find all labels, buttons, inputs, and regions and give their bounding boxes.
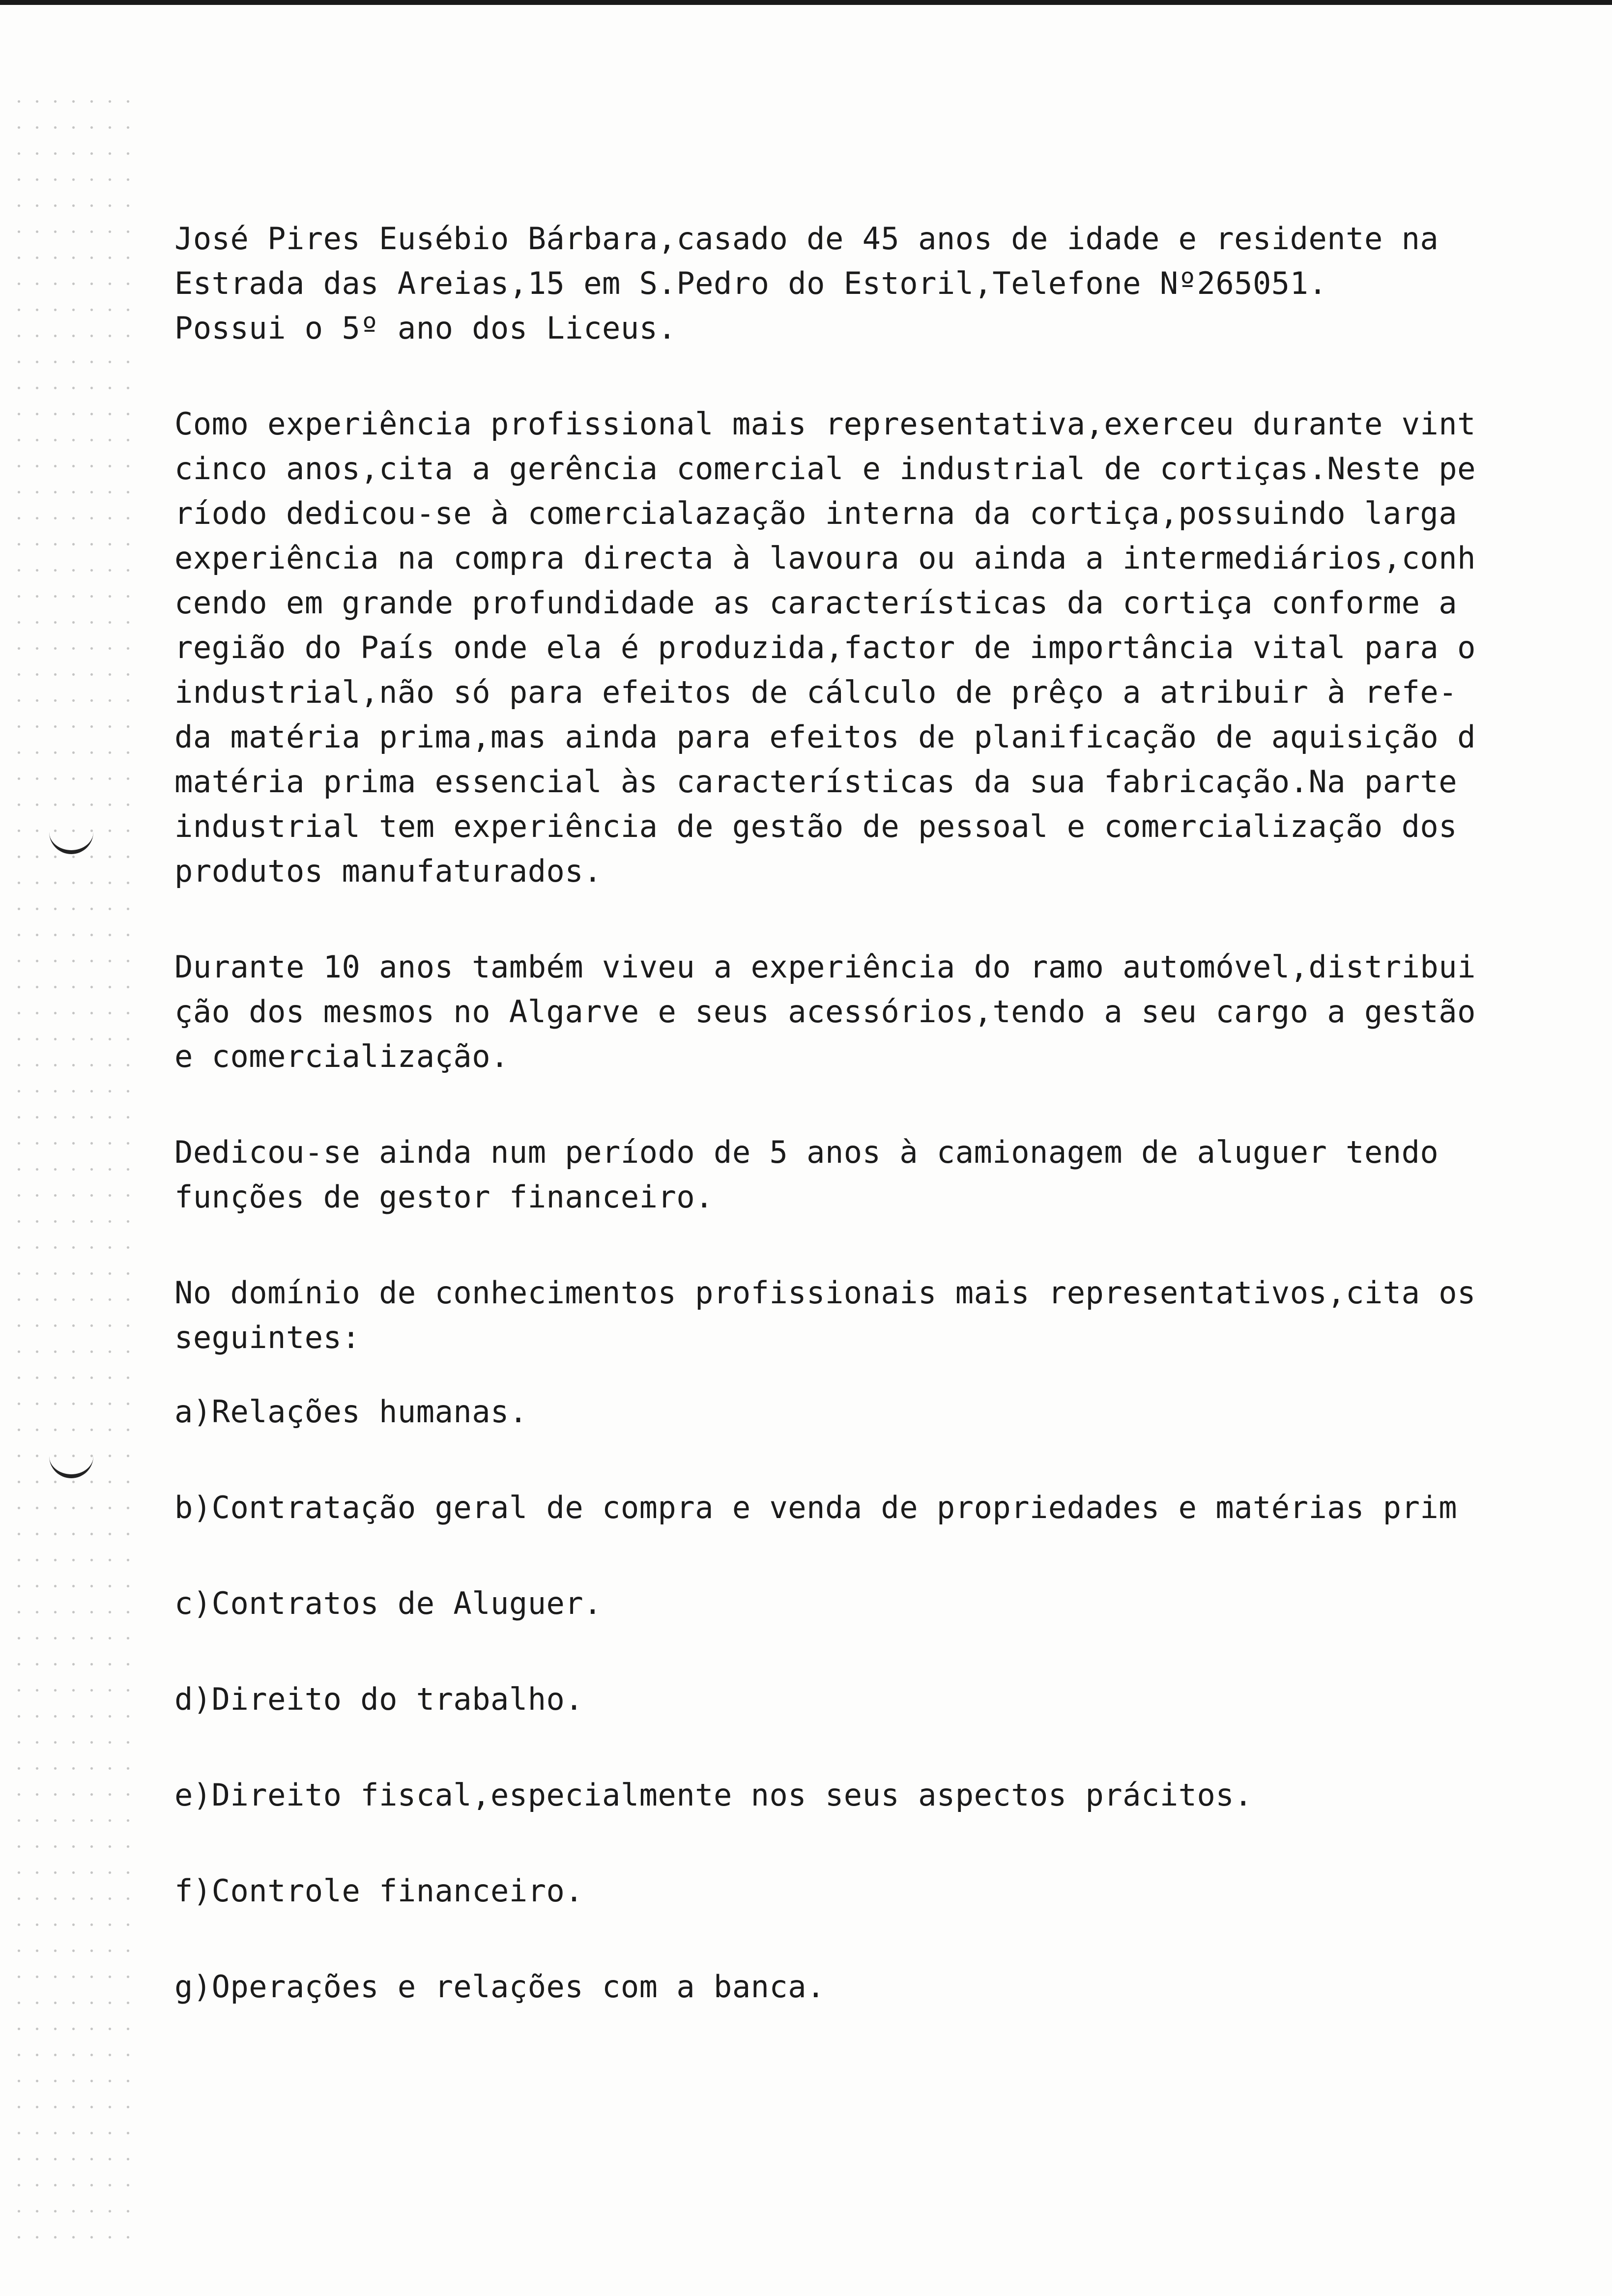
list-item: d)Direito do trabalho. bbox=[174, 1681, 584, 1717]
top-edge-rule bbox=[0, 0, 1612, 5]
list-item: f)Controle financeiro. bbox=[174, 1873, 584, 1909]
text-line: Estrada das Areias,15 em S.Pedro do Estoril,Telefone Nº265051. bbox=[174, 265, 1327, 301]
list-item: b)Contratação geral de compra e venda de propriedades e matérias prim bbox=[174, 1490, 1458, 1525]
text-line: José Pires Eusébio Bárbara,casado de 45 anos de idade e residente na bbox=[174, 221, 1439, 257]
list-item: g)Operações e relações com a banca. bbox=[174, 1969, 825, 2005]
knowledge-list bbox=[174, 1389, 1612, 2009]
experience-paragraph-automotive bbox=[174, 945, 1612, 1079]
list-item: c)Contratos de Aluguer. bbox=[174, 1585, 603, 1621]
list-item: e)Direito fiscal,especialmente nos seus aspectos prácitos. bbox=[174, 1777, 1253, 1813]
text-line: matéria prima essencial às características da sua fabricação.Na parte bbox=[174, 764, 1458, 800]
text-line: industrial,não só para efeitos de cálculo de prêço a atribuir à refe- bbox=[174, 674, 1458, 710]
text-line: experiência na compra directa à lavoura ou ainda a intermediários,conh bbox=[174, 540, 1476, 576]
list-item: a)Relações humanas. bbox=[174, 1394, 528, 1430]
text-line: industrial tem experiência de gestão de pessoal e comercialização dos bbox=[174, 808, 1458, 844]
text-line: Possui o 5º ano dos Liceus. bbox=[174, 310, 677, 346]
text-line: Como experiência profissional mais representativa,exerceu durante vint bbox=[174, 406, 1476, 442]
identity-paragraph bbox=[174, 216, 1612, 350]
text-line: cendo em grande profundidade as características da cortiça conforme a bbox=[174, 585, 1458, 621]
text-line: da matéria prima,mas ainda para efeitos de planificação de aquisição d bbox=[174, 719, 1476, 755]
text-line: região do País onde ela é produzida,factor de importância vital para o bbox=[174, 630, 1476, 665]
typed-text-body bbox=[174, 216, 1612, 2009]
knowledge-intro bbox=[174, 1270, 1612, 1360]
text-line: produtos manufaturados. bbox=[174, 853, 603, 889]
text-line: No domínio de conhecimentos profissionais mais representativos,cita os bbox=[174, 1275, 1476, 1311]
experience-paragraph-cork bbox=[174, 402, 1612, 893]
text-line: ção dos mesmos no Algarve e seus acessórios,tendo a seu cargo a gestão bbox=[174, 994, 1476, 1030]
text-line: funções de gestor financeiro. bbox=[174, 1179, 714, 1215]
text-line: ríodo dedicou-se à comercialazação interna da cortiça,possuindo larga bbox=[174, 495, 1458, 531]
experience-paragraph-trucking bbox=[174, 1130, 1612, 1219]
text-line: seguintes: bbox=[174, 1320, 361, 1355]
text-line: e comercialização. bbox=[174, 1038, 509, 1074]
text-line: Dedicou-se ainda num período de 5 anos à camionagem de aluguer tendo bbox=[174, 1134, 1439, 1170]
text-line: cinco anos,cita a gerência comercial e industrial de cortiças.Neste pe bbox=[174, 451, 1476, 487]
scan-noise-left-margin bbox=[10, 88, 138, 2251]
text-line: Durante 10 anos também viveu a experiência do ramo automóvel,distribui bbox=[174, 949, 1476, 985]
